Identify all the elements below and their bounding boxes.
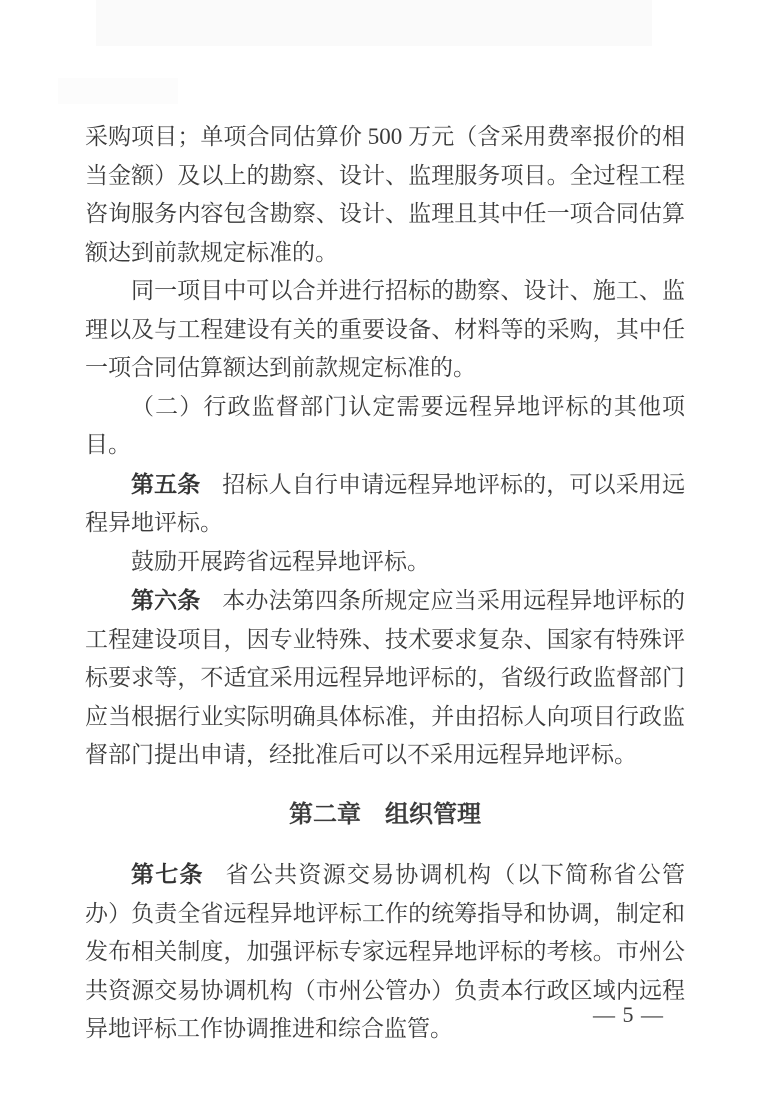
article-number: 第六条 <box>131 587 201 613</box>
scan-artifact-smudge <box>58 78 178 104</box>
chapter-heading: 第二章 组织管理 <box>289 800 481 828</box>
scan-artifact-top <box>96 0 652 46</box>
paragraph-text: 省公共资源交易协调机构（以下简称省公管办）负责全省远程异地评标工作的统筹指导和协调，制定和发布相关制度，加强评标专家远程异地评标的考核。市州公共资源交易协调机构（市州公管办）负责本行政区域内远程异地评标工作协调推进和综合监管。 <box>85 862 686 1041</box>
paragraph-text: 本办法第四条所规定应当采用远程异地评标的工程建设项目，因专业特殊、技术要求复杂、国家有特殊评标要求等，不适宜采用远程异地评标的，省级行政监督部门应当根据行业实际明确具体标准，并由招标人向项目行政监督部门提出申请，经批准后可以不采用远程异地评标。 <box>85 588 686 767</box>
page-number: — 5 — <box>593 1002 664 1027</box>
article-number: 第七条 <box>131 861 204 887</box>
body-paragraph: （二）行政监督部门认定需要远程异地评标的其他项目。 <box>85 393 685 457</box>
body-paragraph: 采购项目；单项合同估算价 500 万元（含采用费率报价的相当金额）及以上的勘察、设计、监理服务项目。全过程工程咨询服务内容包含勘察、设计、监理且其中任一项合同估算额达到前款规定标准的。 <box>85 124 685 265</box>
body-paragraph-article-5 <box>85 465 685 543</box>
article-number: 第五条 <box>131 470 201 497</box>
document-body <box>85 118 685 1049</box>
body-paragraph: 同一项目中可以合并进行招标的勘察、设计、施工、监理以及与工程建设有关的重要设备、材料等的采购，其中任一项合同估算额达到前款规定标准的。 <box>85 278 685 380</box>
paragraph-text: 招标人自行申请远程异地评标的，可以采用远程异地评标。 <box>85 471 686 535</box>
body-paragraph-article-6 <box>85 581 685 775</box>
body-paragraph: 鼓励开展跨省远程异地评标。 <box>131 548 430 574</box>
